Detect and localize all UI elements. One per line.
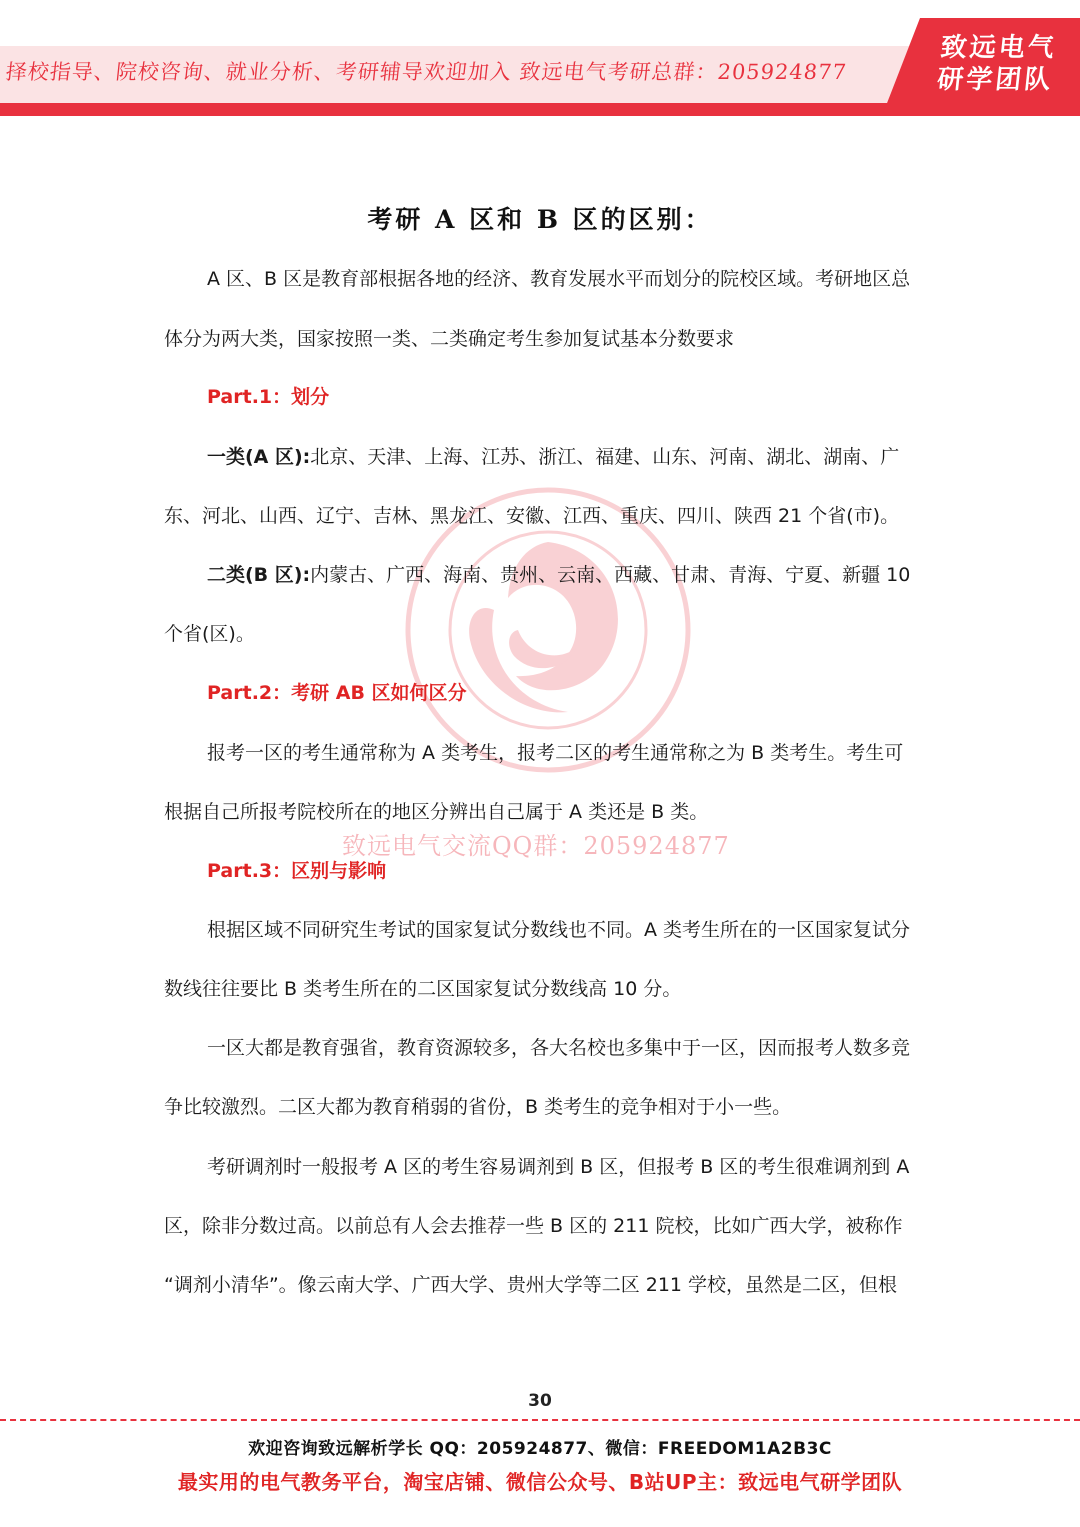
part3-heading: Part.3：区别与影响: [207, 860, 387, 882]
header-team-line2: 研学团队: [935, 65, 1055, 95]
part1-heading: Part.1：划分: [207, 386, 330, 408]
header-banner: [0, 0, 1080, 116]
class-b-continuation: 个省(区)。: [164, 623, 255, 645]
part3-paragraph-c-line-3: “调剂小清华”。像云南大学、广西大学、贵州大学等二区 211 学校，虽然是二区，但根: [164, 1274, 898, 1296]
intro-line-1: A 区、B 区是教育部根据各地的经济、教育发展水平而划分的院校区域。考研地区总: [207, 268, 911, 290]
page-number: 30: [528, 1391, 552, 1411]
part3-paragraph-a-line-1: 根据区域不同研究生考试的国家复试分数线也不同。A 类考生所在的一区国家复试分: [207, 919, 911, 941]
part3-paragraph-c-line-2: 区，除非分数过高。以前总有人会去推荐一些 B 区的 211 院校，比如广西大学，被称作: [164, 1215, 903, 1237]
intro-line-2: 体分为两大类，国家按照一类、二类确定考生参加复试基本分数要求: [164, 328, 735, 350]
document-title: 考研 A 区和 B 区的区别：: [367, 205, 713, 234]
footer-contact: 欢迎咨询致远解析学长 QQ：205924877、微信：FREEDOM1A2B3C: [248, 1439, 832, 1459]
class-a-line: [207, 445, 899, 469]
class-b-text: 内蒙古、广西、海南、贵州、云南、西藏、甘肃、青海、宁夏、新疆 10: [310, 564, 911, 586]
watermark-qq-text: 致远电气交流QQ群：205924877: [342, 832, 730, 860]
class-a-continuation: 东、河北、山西、辽宁、吉林、黑龙江、安徽、江西、重庆、四川、陕西 21 个省(市)。: [164, 505, 900, 527]
header-team-line1: 致远电气: [939, 33, 1059, 63]
class-a-label: 一类(A 区):: [207, 446, 311, 468]
part2-line-2: 根据自己所报考院校所在的地区分辨出自己属于 A 类还是 B 类。: [164, 801, 709, 823]
part3-paragraph-a-line-2: 数线往往要比 B 类考生所在的二区国家复试分数线高 10 分。: [164, 978, 682, 1000]
footer-platform: 最实用的电气教务平台，淘宝店铺、微信公众号、B站UP主：致远电气研学团队: [177, 1470, 903, 1494]
part3-paragraph-c-line-1: 考研调剂时一般报考 A 区的考生容易调剂到 B 区，但报考 B 区的考生很难调剂到 A: [207, 1156, 910, 1178]
part3-paragraph-b-line-2: 争比较激烈。二区大都为教育稍弱的省份，B 类考生的竞争相对于小一些。: [164, 1096, 792, 1118]
header-slogan: 择校指导、院校咨询、就业分析、考研辅导欢迎加入 致远电气考研总群：205924877: [4, 60, 849, 84]
part2-heading: Part.2：考研 AB 区如何区分: [207, 682, 467, 704]
class-b-label: 二类(B 区):: [207, 564, 311, 586]
class-b-line: [207, 563, 910, 587]
part2-line-1: 报考一区的考生通常称为 A 类考生，报考二区的考生通常称之为 B 类考生。考生可: [207, 742, 904, 764]
footer-divider: [0, 1419, 1080, 1421]
class-a-text: 北京、天津、上海、江苏、浙江、福建、山东、河南、湖北、湖南、广: [310, 446, 900, 468]
part3-paragraph-b-line-1: 一区大都是教育强省，教育资源较多，各大名校也多集中于一区，因而报考人数多竞: [207, 1037, 911, 1059]
header-team-name: [919, 32, 1076, 96]
